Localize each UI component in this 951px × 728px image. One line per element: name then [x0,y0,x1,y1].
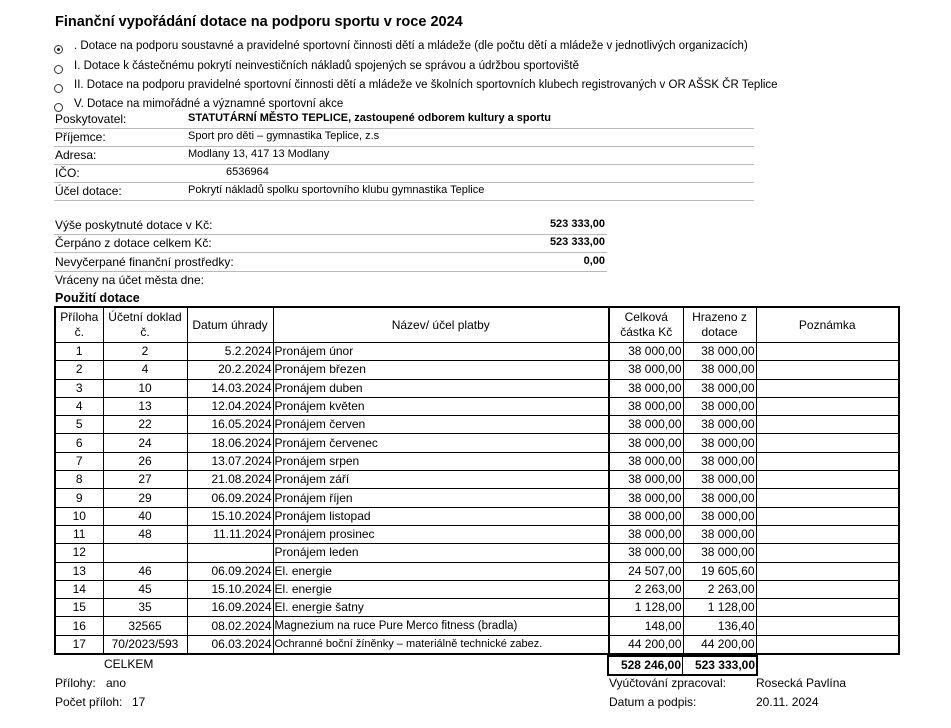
summary-label: Nevyčerpané finanční prostředky: [55,255,234,269]
cell-total-amount: 2 263,00 [609,580,683,598]
cell-note [756,343,899,361]
info-row [54,146,754,165]
expense-table [54,306,900,655]
header-document-no: Účetní doklad č. [103,307,187,343]
cell-total-amount: 38 000,00 [609,525,683,543]
cell-total-amount: 1 128,00 [609,599,683,617]
cell-payment-date: 18.06.2024 [187,434,273,452]
cell-payment-purpose: Pronájem červenec [273,434,609,452]
cell-paid-from-subsidy: 1 128,00 [683,599,756,617]
table-row [55,507,899,525]
cell-payment-purpose: El. energie [273,562,609,580]
cell-paid-from-subsidy: 38 000,00 [683,379,756,397]
cell-document-no: 13 [103,397,187,415]
info-value: Pokrytí nákladů spolku sportovního klubu gymnastika Teplice [188,184,485,196]
cell-paid-from-subsidy: 38 000,00 [683,544,756,562]
subsidy-option[interactable] [54,57,579,75]
cell-payment-date [187,544,273,562]
cell-attachment-no: 2 [55,361,103,379]
attachments-value: ano [106,676,127,690]
attachment-count-value: 17 [132,695,146,709]
cell-payment-date: 15.10.2024 [187,580,273,598]
cell-paid-from-subsidy: 136,40 [683,617,756,635]
cell-payment-date: 08.02.2024 [187,617,273,635]
table-row [55,599,899,617]
cell-payment-purpose: El. energie šatny [273,599,609,617]
cell-note [756,562,899,580]
cell-total-amount: 148,00 [609,617,683,635]
cell-payment-date: 06.03.2024 [187,635,273,654]
info-value: Modlany 13, 417 13 Modlany [188,148,330,160]
subsidy-option[interactable] [54,76,778,94]
cell-attachment-no: 9 [55,489,103,507]
info-value: Sport pro děti – gymnastika Teplice, z.s [188,130,380,142]
info-label: Příjemce: [55,130,106,144]
cell-document-no: 46 [103,562,187,580]
cell-paid-from-subsidy: 38 000,00 [683,525,756,543]
cell-attachment-no: 7 [55,452,103,470]
table-row [55,434,899,452]
cell-payment-purpose: Ochranné boční žíněnky – materiálně technické zabez. [273,635,609,654]
cell-attachment-no: 3 [55,379,103,397]
cell-paid-from-subsidy: 38 000,00 [683,397,756,415]
cell-note [756,361,899,379]
header-note: Poznámka [756,307,899,343]
info-row [54,164,754,183]
cell-attachment-no: 10 [55,507,103,525]
processed-by-label: Vyúčtování zpracoval: [609,676,726,690]
table-row [55,452,899,470]
cell-document-no: 48 [103,525,187,543]
cell-note [756,507,899,525]
info-label: Účel dotace: [55,184,122,198]
cell-document-no: 40 [103,507,187,525]
table-row [55,379,899,397]
cell-payment-date: 13.07.2024 [187,452,273,470]
summary-value: 523 333,00 [549,218,605,230]
summary-label: Čerpáno z dotace celkem Kč: [55,236,212,250]
date-signature-value: 20.11. 2024 [756,695,819,709]
table-row [55,397,899,415]
cell-note [756,617,899,635]
summary-label: Výše poskytnuté dotace v Kč: [55,218,213,232]
cell-paid-from-subsidy: 19 605,60 [683,562,756,580]
cell-document-no: 35 [103,599,187,617]
cell-payment-purpose: Pronájem listopad [273,507,609,525]
summary-row [54,216,607,235]
totals-box [607,655,758,676]
cell-total-amount: 38 000,00 [609,452,683,470]
cell-payment-purpose: Pronájem únor [273,343,609,361]
cell-payment-purpose: Pronájem červen [273,416,609,434]
table-row [55,489,899,507]
cell-payment-date: 12.04.2024 [187,397,273,415]
cell-payment-date: 14.03.2024 [187,379,273,397]
cell-total-amount: 44 200,00 [609,635,683,654]
cell-payment-purpose: Pronájem srpen [273,452,609,470]
cell-note [756,544,899,562]
info-label: Poskytovatel: [55,112,127,126]
header-attachment-no: Příloha č. [55,307,103,343]
cell-attachment-no: 13 [55,562,103,580]
cell-attachment-no: 5 [55,416,103,434]
cell-note [756,471,899,489]
date-signature-label: Datum a podpis: [609,695,697,709]
cell-total-amount: 38 000,00 [609,361,683,379]
cell-total-amount: 38 000,00 [609,379,683,397]
cell-attachment-no: 8 [55,471,103,489]
cell-note [756,580,899,598]
cell-note [756,397,899,415]
cell-document-no: 4 [103,361,187,379]
cell-document-no: 2 [103,343,187,361]
cell-payment-date: 15.10.2024 [187,507,273,525]
cell-document-no: 45 [103,580,187,598]
cell-payment-purpose: Pronájem březen [273,361,609,379]
info-value: STATUTÁRNÍ MĚSTO TEPLICE, zastoupené odborem kultury a sportu [188,112,552,124]
processed-by-value: Rosecká Pavlína [756,676,847,690]
subsidy-option-label: . Dotace na podporu soustavné a pravidelné sportovní činnosti dětí a mládeže (dle počtu dětí a mládeže v jednotlivých organizacích) [74,40,748,52]
cell-payment-date: 16.05.2024 [187,416,273,434]
cell-paid-from-subsidy: 38 000,00 [683,471,756,489]
subsidy-option-label: II. Dotace na podporu pravidelné sportovní činnosti dětí a mládeže ve školních sportovních klubech registrovaných v OR AŠSK ČR Teplice [74,79,778,91]
cell-document-no: 10 [103,379,187,397]
cell-document-no: 29 [103,489,187,507]
table-header-row [55,307,899,343]
info-label: Adresa: [55,148,97,162]
cell-note [756,525,899,543]
cell-payment-date: 21.08.2024 [187,471,273,489]
table-row [55,361,899,379]
total-subsidy: 523 333,00 [694,658,755,672]
cell-note [756,489,899,507]
table-row [55,562,899,580]
radio-button[interactable] [54,65,63,74]
cell-payment-purpose: Pronájem září [273,471,609,489]
summary-value: 523 333,00 [549,236,605,248]
cell-paid-from-subsidy: 44 200,00 [683,635,756,654]
summary-row [54,253,607,272]
attachment-count-label: Počet příloh: [55,695,123,709]
cell-attachment-no: 1 [55,343,103,361]
cell-document-no [103,544,187,562]
table-row [55,471,899,489]
summary-row [54,234,607,253]
cell-attachment-no: 17 [55,635,103,654]
cell-attachment-no: 4 [55,397,103,415]
header-total-amount: Celková částka Kč [609,307,683,343]
cell-attachment-no: 15 [55,599,103,617]
cell-payment-purpose: El. energie [273,580,609,598]
summary-value: 0,00 [583,255,605,267]
subsidy-option-label: V. Dotace na mimořádné a významné sportovní akce [74,98,344,110]
cell-payment-purpose: Pronájem prosinec [273,525,609,543]
total-amount: 528 246,00 [609,657,683,674]
cell-attachment-no: 16 [55,617,103,635]
subsidy-option-label: I. Dotace k částečnému pokrytí neinvestičních nákladů spojených se správou a údržbou sportoviště [74,60,579,72]
cell-document-no: 70/2023/593 [103,635,187,654]
cell-total-amount: 38 000,00 [609,507,683,525]
cell-paid-from-subsidy: 38 000,00 [683,343,756,361]
table-row [55,343,899,361]
cell-payment-purpose: Pronájem květen [273,397,609,415]
info-row [54,110,754,129]
summary-label: Vráceny na účet města dne: [55,273,204,287]
cell-note [756,379,899,397]
cell-document-no: 22 [103,416,187,434]
cell-note [756,599,899,617]
cell-total-amount: 38 000,00 [609,416,683,434]
cell-attachment-no: 6 [55,434,103,452]
cell-payment-date: 5.2.2024 [187,343,273,361]
cell-total-amount: 38 000,00 [609,544,683,562]
cell-payment-date: 20.2.2024 [187,361,273,379]
table-row [55,544,899,562]
cell-payment-date: 06.09.2024 [187,562,273,580]
cell-paid-from-subsidy: 38 000,00 [683,489,756,507]
info-row [54,128,754,147]
cell-paid-from-subsidy: 38 000,00 [683,507,756,525]
cell-payment-date: 11.11.2024 [187,525,273,543]
cell-payment-purpose: Pronájem duben [273,379,609,397]
header-payment-date: Datum úhrady [187,307,273,343]
radio-button[interactable] [54,45,63,54]
cell-payment-date: 16.09.2024 [187,599,273,617]
cell-total-amount: 38 000,00 [609,397,683,415]
table-row [55,580,899,598]
cell-total-amount: 24 507,00 [609,562,683,580]
cell-total-amount: 38 000,00 [609,343,683,361]
info-row [54,182,754,201]
cell-paid-from-subsidy: 38 000,00 [683,434,756,452]
document-title: Finanční vypořádání dotace na podporu sportu v roce 2024 [55,14,463,30]
cell-document-no: 26 [103,452,187,470]
cell-attachment-no: 11 [55,525,103,543]
cell-payment-purpose: Magnezium na ruce Pure Merco fitness (bradla) [273,617,609,635]
attachments-label: Přílohy: [55,676,96,690]
cell-note [756,635,899,654]
radio-button[interactable] [54,84,63,93]
cell-note [756,452,899,470]
cell-note [756,434,899,452]
info-value: 6536964 [226,166,269,178]
cell-paid-from-subsidy: 38 000,00 [683,452,756,470]
subsidy-option[interactable] [54,37,748,55]
header-paid-from-subsidy: Hrazeno z dotace [683,307,756,343]
cell-note [756,416,899,434]
cell-total-amount: 38 000,00 [609,489,683,507]
table-row [55,416,899,434]
cell-payment-purpose: Pronájem říjen [273,489,609,507]
cell-attachment-no: 14 [55,580,103,598]
summary-row [54,271,607,289]
table-row [55,635,899,654]
total-label: CELKEM [104,657,154,671]
info-label: IČO: [55,166,80,180]
cell-payment-date: 06.09.2024 [187,489,273,507]
cell-total-amount: 38 000,00 [609,434,683,452]
cell-attachment-no: 12 [55,544,103,562]
cell-paid-from-subsidy: 38 000,00 [683,361,756,379]
section-title: Použití dotace [55,291,140,305]
cell-document-no: 32565 [103,617,187,635]
table-row [55,525,899,543]
cell-payment-purpose: Pronájem leden [273,544,609,562]
cell-document-no: 27 [103,471,187,489]
cell-paid-from-subsidy: 2 263,00 [683,580,756,598]
table-row [55,617,899,635]
header-payment-purpose: Název/ účel platby [273,307,609,343]
cell-document-no: 24 [103,434,187,452]
cell-paid-from-subsidy: 38 000,00 [683,416,756,434]
cell-total-amount: 38 000,00 [609,471,683,489]
